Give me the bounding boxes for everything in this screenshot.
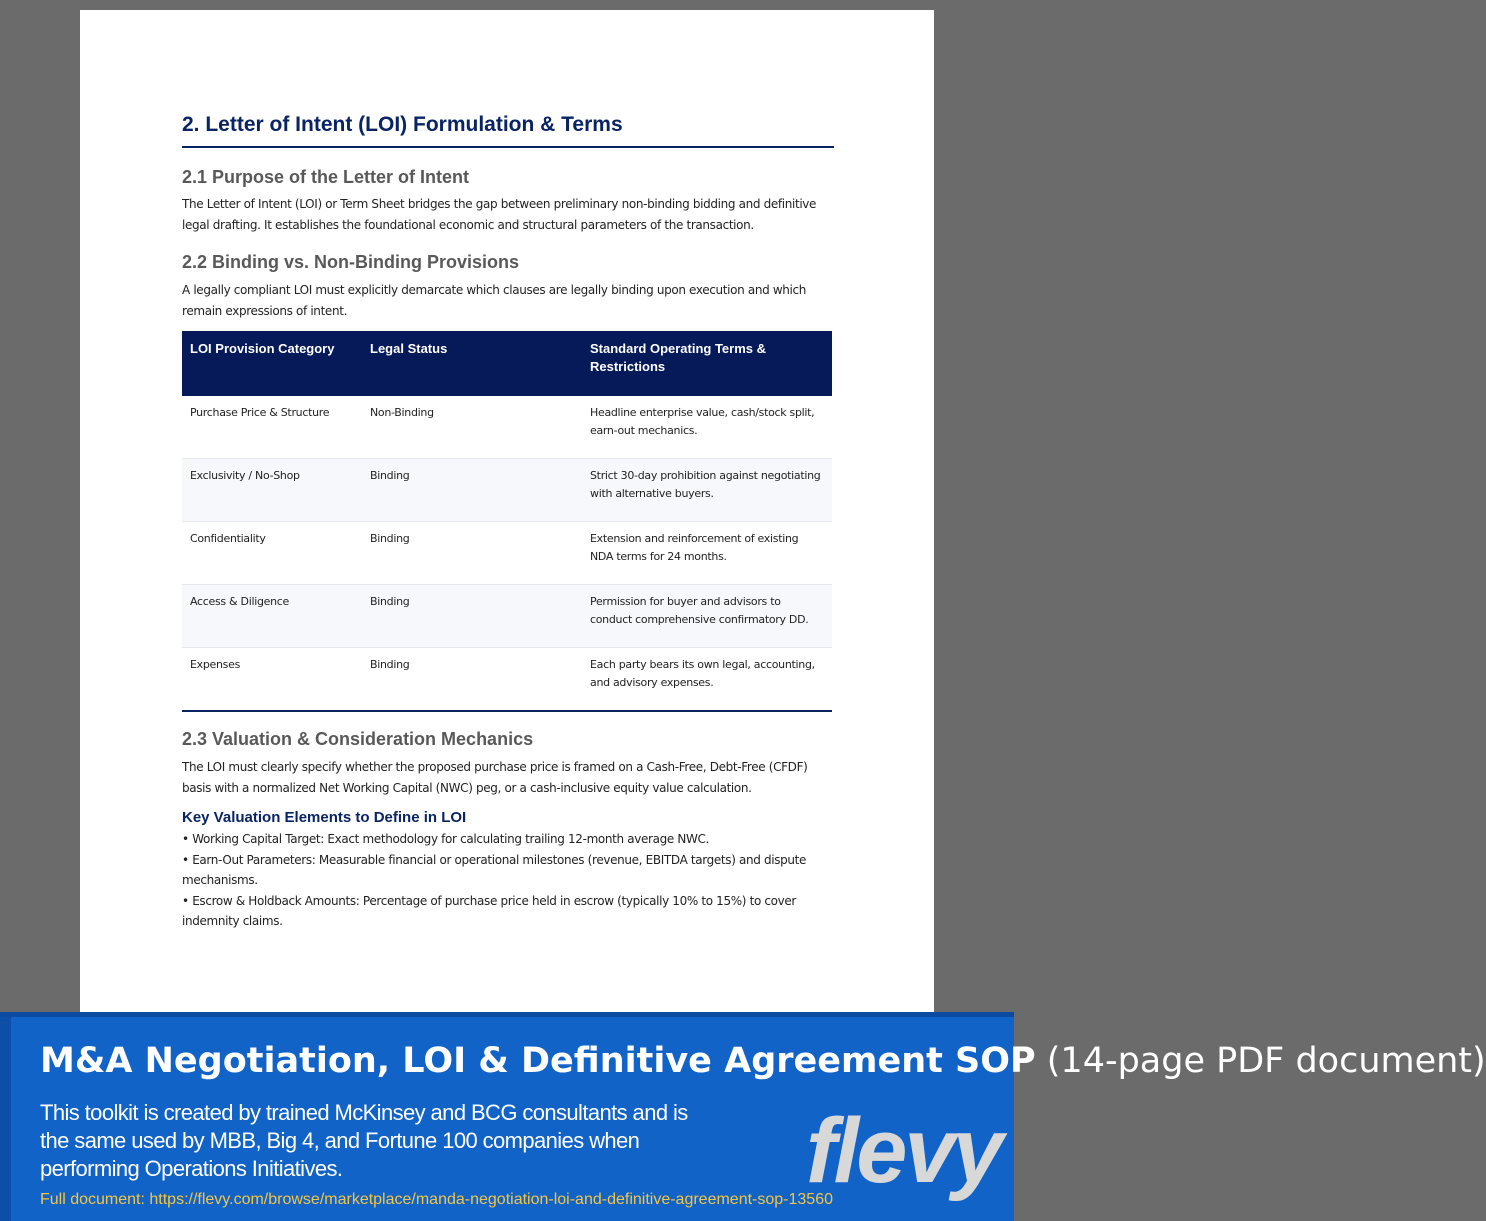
- valuation-paragraph: The LOI must clearly specify whether the proposed purchase price is framed on a Cash-Free, Debt-Free (CFDF) basis with a normalized Net Working Capital (NWC) peg, or a cash-inclusive equity value calculation.: [182, 760, 808, 795]
- table-row: [182, 459, 832, 522]
- provision-category: Access & Diligence: [182, 585, 362, 648]
- provision-category: Exclusivity / No-Shop: [182, 459, 362, 522]
- banner-title: [40, 1041, 1486, 1081]
- legal-status: Binding: [362, 585, 582, 648]
- flevy-logo: flevy: [806, 1100, 1001, 1202]
- purpose-paragraph: The Letter of Intent (LOI) or Term Sheet bridges the gap between preliminary non-binding bidding and definitive legal drafting. It establishes the foundational economic and structural parameters of the transaction.: [182, 197, 817, 232]
- provision-category: Purchase Price & Structure: [190, 406, 330, 419]
- legal-status: Non-Binding: [370, 406, 434, 419]
- page-content: [182, 113, 834, 932]
- banner-accent-stripe: [0, 1017, 11, 1221]
- banner-description: This toolkit is created by trained McKinsey and BCG consultants and is the same used by MBB, Big 4, and Fortune 100 companies when performing Operations Initiatives.: [40, 1100, 688, 1181]
- subsection-heading-binding: 2.2 Binding vs. Non-Binding Provisions: [182, 252, 520, 272]
- full-document-link[interactable]: Full document: https://flevy.com/browse/marketplace/manda-negotiation-loi-and-definitive-agreement-sop-13560: [40, 1191, 833, 1208]
- legal-status: Binding: [362, 522, 582, 585]
- operating-terms: Headline enterprise value, cash/stock split, earn-out mechanics.: [590, 406, 815, 437]
- operating-terms: Permission for buyer and advisors to conduct comprehensive confirmatory DD.: [582, 585, 832, 648]
- list-item: • Earn-Out Parameters: Measurable financial or operational milestones (revenue, EBITDA targets) and dispute mechanisms.: [182, 852, 807, 887]
- document-page: [80, 10, 934, 1020]
- column-header: LOI Provision Category: [182, 331, 362, 396]
- subsection-heading-purpose: 2.1 Purpose of the Letter of Intent: [182, 167, 470, 187]
- operating-terms: Strict 30-day prohibition against negotiating with alternative buyers.: [582, 459, 832, 522]
- binding-paragraph: A legally compliant LOI must explicitly demarcate which clauses are legally binding upon execution and which remain expressions of intent.: [182, 283, 807, 318]
- table-row: [182, 522, 832, 585]
- list-item: • Working Capital Target: Exact methodology for calculating trailing 12-month average NWC.: [182, 832, 710, 846]
- key-elements-heading: Key Valuation Elements to Define in LOI: [182, 809, 467, 826]
- section-title: 2. Letter of Intent (LOI) Formulation & Terms: [182, 113, 834, 148]
- provisions-table: [182, 331, 832, 712]
- promo-banner: [0, 1012, 1486, 1221]
- table-row: [182, 396, 832, 459]
- table-row: [182, 648, 832, 712]
- banner-title-suffix: (14-page PDF document): [1035, 1041, 1486, 1081]
- operating-terms: Extension and reinforcement of existing NDA terms for 24 months.: [582, 522, 832, 585]
- table-header-row: [182, 331, 832, 396]
- provision-category: Confidentiality: [182, 522, 362, 585]
- banner-title-main: M&A Negotiation, LOI & Definitive Agreement SOP: [40, 1041, 1036, 1081]
- column-header: Legal Status: [362, 331, 582, 396]
- legal-status: Binding: [362, 459, 582, 522]
- list-item: • Escrow & Holdback Amounts: Percentage of purchase price held in escrow (typically 10% to 15%) to cover indemnity claims.: [182, 893, 797, 928]
- table-row: [182, 585, 832, 648]
- key-elements-list: [182, 829, 834, 932]
- subsection-heading-valuation: 2.3 Valuation & Consideration Mechanics: [182, 729, 534, 749]
- operating-terms: Each party bears its own legal, accounting, and advisory expenses.: [582, 648, 832, 712]
- column-header: Standard Operating Terms & Restrictions: [582, 331, 832, 396]
- legal-status: Binding: [362, 648, 582, 712]
- provision-category: Expenses: [182, 648, 362, 712]
